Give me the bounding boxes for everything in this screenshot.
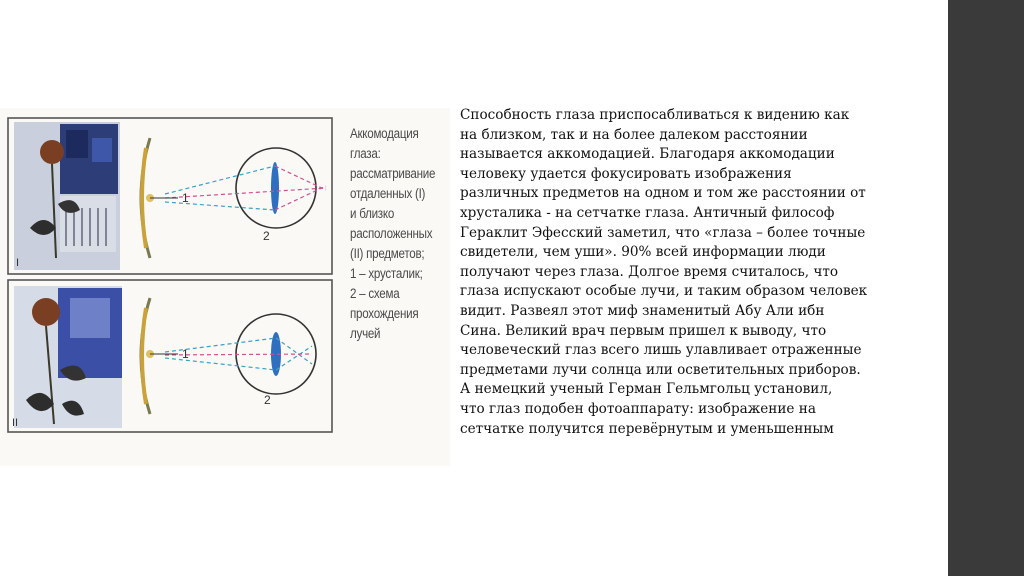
panel-label-1: I: [16, 257, 20, 269]
text-line: свидетели, чем уши». 90% всей информации люди: [460, 244, 826, 261]
text-line: видит. Развеял этот миф знаменитый Абу Али ибн: [460, 302, 825, 319]
text-line: Гераклит Эфесский заметил, что «глаза – более точные: [460, 224, 866, 241]
text-line: хрусталика - на сетчатке глаза. Античный философ: [460, 204, 835, 221]
callout-1-panel-2: 1: [182, 347, 189, 361]
lens-icon: [271, 162, 279, 214]
right-side-bar: [948, 0, 1024, 576]
text-line: А немецкий ученый Герман Гельмгольц установил,: [460, 381, 833, 398]
text-line: Сина. Великий врач первым пришел к выводу, что: [460, 322, 827, 339]
callout-2-panel-1: 2: [263, 229, 270, 243]
text-line: человеку удается фокусировать изображения: [460, 165, 792, 182]
text-line: человеческий глаз всего лишь улавливает отраженные: [460, 342, 862, 359]
eye-iris-1: [142, 148, 146, 248]
text-line: называется аккомодацией. Благодаря аккомодации: [460, 146, 835, 163]
text-line: Способность глаза приспосабливаться к видению как: [460, 107, 850, 123]
flower-photo-icon: [14, 122, 120, 270]
flower-photo-icon: [14, 286, 122, 428]
text-line: сетчатке получится перевёрнутым и уменьшенным: [460, 420, 834, 437]
text-line: на близком, так и на более далеком расстоянии: [460, 126, 808, 143]
eye-iris-2: [142, 308, 146, 404]
slide-body-text: [460, 106, 952, 439]
figure-caption: Аккомодация глаза: рассматривание отдаленных (I) и близко расположенных (II) предметов; 1 – хрусталик; 2 – схема прохождения лучей: [350, 126, 436, 341]
panel-label-2: II: [12, 417, 19, 429]
text-line: предметами лучи солнца или осветительных приборов.: [460, 361, 861, 378]
text-line: различных предметов на одном и том же расстоянии от: [460, 185, 866, 202]
text-line: что глаз подобен фотоаппарату: изображение на: [460, 400, 816, 417]
callout-1-panel-1: 1: [182, 191, 189, 205]
text-line: получают через глаза. Долгое время считалось, что: [460, 263, 839, 280]
text-line: глаза испускают особые лучи, и таким образом человек: [460, 283, 868, 300]
callout-2-panel-2: 2: [264, 393, 271, 407]
